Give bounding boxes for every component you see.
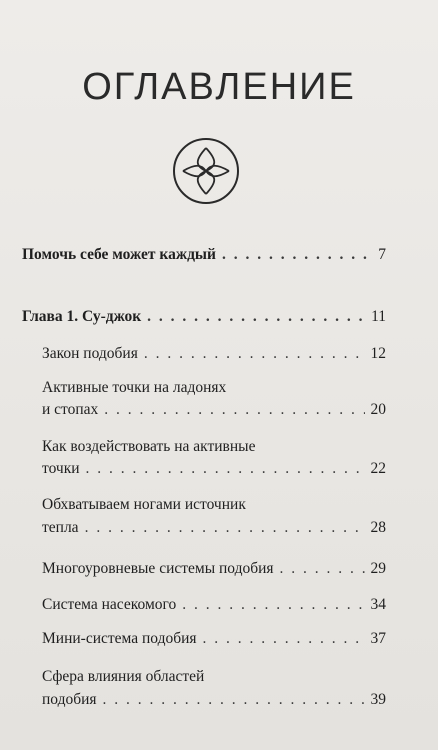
dot-leader bbox=[280, 560, 365, 578]
toc-entry-title-cont: тепла bbox=[42, 519, 79, 536]
toc-entry-title: Многоуровневые системы подобия bbox=[42, 560, 274, 577]
toc-page-number: 37 bbox=[370, 630, 386, 647]
toc-page-number: 29 bbox=[370, 560, 386, 577]
toc-page-number: 11 bbox=[371, 308, 386, 325]
toc-entry-title: Сфера влияния областей bbox=[42, 668, 205, 685]
toc-entry-title: Обхватываем ногами источник bbox=[42, 496, 246, 513]
toc-entry-title-cont: точки bbox=[42, 460, 80, 477]
dot-leader bbox=[182, 596, 364, 614]
toc-entry-title-cont: и стопах bbox=[42, 401, 99, 418]
toc-entry-title-cont: подобия bbox=[42, 691, 97, 708]
toc-entry-title: Активные точки на ладонях bbox=[42, 379, 227, 396]
toc-page-number: 7 bbox=[378, 246, 386, 263]
toc-page-number: 39 bbox=[370, 691, 386, 708]
toc-page-number: 20 bbox=[370, 401, 386, 418]
dot-leader bbox=[103, 691, 365, 709]
dot-leader bbox=[147, 308, 365, 326]
dot-leader bbox=[86, 460, 365, 478]
dot-leader bbox=[222, 246, 372, 264]
dot-leader bbox=[104, 401, 364, 419]
page-title: ОГЛАВЛЕНИЕ bbox=[82, 66, 356, 108]
toc-entry-title: Глава 1. Су-джок bbox=[22, 308, 142, 325]
toc-entry-title: Система насекомого bbox=[42, 596, 177, 613]
knot-circle-icon bbox=[171, 136, 241, 206]
toc-entry-title: Как воздействовать на активные bbox=[42, 438, 256, 455]
toc-entry-title: Закон подобия bbox=[42, 345, 138, 362]
toc-page-number: 12 bbox=[370, 345, 386, 362]
toc-entry-title: Мини-система подобия bbox=[42, 630, 197, 647]
dot-leader bbox=[85, 519, 365, 537]
toc-page-number: 22 bbox=[370, 460, 386, 477]
dot-leader bbox=[144, 345, 365, 363]
toc-page-number: 34 bbox=[370, 596, 386, 613]
toc-page-number: 28 bbox=[370, 519, 386, 536]
toc-entry-title: Помочь себе может каждый bbox=[22, 246, 216, 263]
dot-leader bbox=[203, 630, 365, 648]
